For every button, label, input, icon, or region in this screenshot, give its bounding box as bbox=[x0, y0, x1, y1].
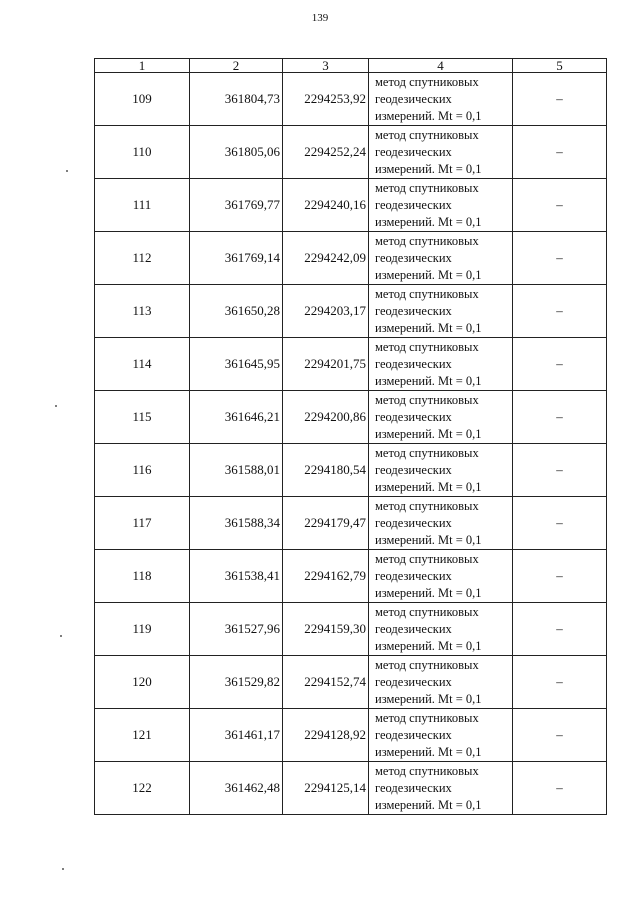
dash-mark: – bbox=[556, 144, 563, 159]
method-line: метод спутниковых bbox=[375, 710, 479, 725]
note-cell bbox=[513, 497, 607, 550]
method-line: измерений. Mt = 0,1 bbox=[375, 426, 482, 441]
method-line: измерений. Mt = 0,1 bbox=[375, 373, 482, 388]
method-line: геодезических bbox=[375, 303, 452, 318]
point-number-cell: 114 bbox=[95, 338, 190, 391]
note-cell bbox=[513, 232, 607, 285]
table-body bbox=[95, 73, 607, 815]
y-coordinate-cell: 2294159,30 bbox=[283, 603, 369, 656]
method-cell bbox=[369, 232, 513, 285]
y-coordinate-cell: 2294252,24 bbox=[283, 126, 369, 179]
x-coordinate-cell: 361527,96 bbox=[190, 603, 283, 656]
dash-mark: – bbox=[556, 91, 563, 106]
point-number-cell: 112 bbox=[95, 232, 190, 285]
method-line: метод спутниковых bbox=[375, 392, 479, 407]
table-row bbox=[95, 762, 607, 815]
method-line: метод спутниковых bbox=[375, 233, 479, 248]
header-col-2: 2 bbox=[190, 59, 283, 73]
method-line: геодезических bbox=[375, 409, 452, 424]
table-row bbox=[95, 656, 607, 709]
method-cell bbox=[369, 285, 513, 338]
method-line: метод спутниковых bbox=[375, 127, 479, 142]
header-col-5: 5 bbox=[513, 59, 607, 73]
method-line: измерений. Mt = 0,1 bbox=[375, 744, 482, 759]
table-row bbox=[95, 444, 607, 497]
dash-mark: – bbox=[556, 462, 563, 477]
method-line: геодезических bbox=[375, 674, 452, 689]
dash-mark: – bbox=[556, 727, 563, 742]
dash-mark: – bbox=[556, 303, 563, 318]
note-cell bbox=[513, 391, 607, 444]
dash-mark: – bbox=[556, 409, 563, 424]
method-line: измерений. Mt = 0,1 bbox=[375, 267, 482, 282]
y-coordinate-cell: 2294162,79 bbox=[283, 550, 369, 603]
point-number-cell: 120 bbox=[95, 656, 190, 709]
method-line: измерений. Mt = 0,1 bbox=[375, 638, 482, 653]
table-row bbox=[95, 73, 607, 126]
header-row bbox=[95, 59, 607, 73]
x-coordinate-cell: 361645,95 bbox=[190, 338, 283, 391]
y-coordinate-cell: 2294242,09 bbox=[283, 232, 369, 285]
point-number-cell: 110 bbox=[95, 126, 190, 179]
point-number-cell: 109 bbox=[95, 73, 190, 126]
x-coordinate-cell: 361769,14 bbox=[190, 232, 283, 285]
method-line: геодезических bbox=[375, 621, 452, 636]
note-cell bbox=[513, 762, 607, 815]
method-line: измерений. Mt = 0,1 bbox=[375, 585, 482, 600]
y-coordinate-cell: 2294180,54 bbox=[283, 444, 369, 497]
note-cell bbox=[513, 126, 607, 179]
x-coordinate-cell: 361538,41 bbox=[190, 550, 283, 603]
note-cell bbox=[513, 73, 607, 126]
table-row bbox=[95, 391, 607, 444]
method-line: измерений. Mt = 0,1 bbox=[375, 532, 482, 547]
x-coordinate-cell: 361588,34 bbox=[190, 497, 283, 550]
dash-mark: – bbox=[556, 621, 563, 636]
x-coordinate-cell: 361588,01 bbox=[190, 444, 283, 497]
method-line: геодезических bbox=[375, 780, 452, 795]
method-line: геодезических bbox=[375, 568, 452, 583]
y-coordinate-cell: 2294128,92 bbox=[283, 709, 369, 762]
note-cell bbox=[513, 656, 607, 709]
method-cell bbox=[369, 709, 513, 762]
dash-mark: – bbox=[556, 356, 563, 371]
y-coordinate-cell: 2294253,92 bbox=[283, 73, 369, 126]
method-cell bbox=[369, 126, 513, 179]
point-number-cell: 117 bbox=[95, 497, 190, 550]
x-coordinate-cell: 361461,17 bbox=[190, 709, 283, 762]
point-number-cell: 121 bbox=[95, 709, 190, 762]
method-line: метод спутниковых bbox=[375, 180, 479, 195]
table-row bbox=[95, 338, 607, 391]
method-cell bbox=[369, 762, 513, 815]
method-line: метод спутниковых bbox=[375, 445, 479, 460]
note-cell bbox=[513, 603, 607, 656]
method-cell bbox=[369, 179, 513, 232]
method-line: измерений. Mt = 0,1 bbox=[375, 479, 482, 494]
y-coordinate-cell: 2294179,47 bbox=[283, 497, 369, 550]
method-line: метод спутниковых bbox=[375, 604, 479, 619]
method-line: геодезических bbox=[375, 91, 452, 106]
table-row bbox=[95, 179, 607, 232]
note-cell bbox=[513, 550, 607, 603]
method-line: метод спутниковых bbox=[375, 657, 479, 672]
table-row bbox=[95, 285, 607, 338]
y-coordinate-cell: 2294203,17 bbox=[283, 285, 369, 338]
x-coordinate-cell: 361529,82 bbox=[190, 656, 283, 709]
note-cell bbox=[513, 709, 607, 762]
dash-mark: – bbox=[556, 780, 563, 795]
method-line: геодезических bbox=[375, 197, 452, 212]
scan-speck bbox=[60, 635, 62, 637]
dash-mark: – bbox=[556, 197, 563, 212]
method-cell bbox=[369, 73, 513, 126]
point-number-cell: 119 bbox=[95, 603, 190, 656]
method-line: измерений. Mt = 0,1 bbox=[375, 214, 482, 229]
x-coordinate-cell: 361646,21 bbox=[190, 391, 283, 444]
method-line: метод спутниковых bbox=[375, 498, 479, 513]
scan-speck bbox=[55, 405, 57, 407]
y-coordinate-cell: 2294240,16 bbox=[283, 179, 369, 232]
y-coordinate-cell: 2294201,75 bbox=[283, 338, 369, 391]
point-number-cell: 118 bbox=[95, 550, 190, 603]
method-line: метод спутниковых bbox=[375, 286, 479, 301]
point-number-cell: 116 bbox=[95, 444, 190, 497]
y-coordinate-cell: 2294152,74 bbox=[283, 656, 369, 709]
method-line: геодезических bbox=[375, 250, 452, 265]
table-row bbox=[95, 497, 607, 550]
x-coordinate-cell: 361650,28 bbox=[190, 285, 283, 338]
method-cell bbox=[369, 550, 513, 603]
page-number: 139 bbox=[311, 12, 329, 24]
method-line: геодезических bbox=[375, 515, 452, 530]
method-line: метод спутниковых bbox=[375, 763, 479, 778]
table-row bbox=[95, 550, 607, 603]
method-line: геодезических bbox=[375, 727, 452, 742]
header-col-1: 1 bbox=[95, 59, 190, 73]
method-cell bbox=[369, 497, 513, 550]
x-coordinate-cell: 361462,48 bbox=[190, 762, 283, 815]
point-number-cell: 113 bbox=[95, 285, 190, 338]
method-line: геодезических bbox=[375, 356, 452, 371]
method-line: измерений. Mt = 0,1 bbox=[375, 108, 482, 123]
method-cell bbox=[369, 656, 513, 709]
y-coordinate-cell: 2294125,14 bbox=[283, 762, 369, 815]
method-line: измерений. Mt = 0,1 bbox=[375, 320, 482, 335]
point-number-cell: 122 bbox=[95, 762, 190, 815]
header-col-4: 4 bbox=[369, 59, 513, 73]
method-line: измерений. Mt = 0,1 bbox=[375, 691, 482, 706]
method-line: метод спутниковых bbox=[375, 339, 479, 354]
method-line: метод спутниковых bbox=[375, 551, 479, 566]
dash-mark: – bbox=[556, 674, 563, 689]
method-cell bbox=[369, 338, 513, 391]
table-header bbox=[95, 59, 607, 73]
point-number-cell: 111 bbox=[95, 179, 190, 232]
point-number-cell: 115 bbox=[95, 391, 190, 444]
note-cell bbox=[513, 179, 607, 232]
coordinates-table bbox=[94, 58, 607, 815]
x-coordinate-cell: 361769,77 bbox=[190, 179, 283, 232]
header-col-3: 3 bbox=[283, 59, 369, 73]
method-cell bbox=[369, 603, 513, 656]
method-cell bbox=[369, 391, 513, 444]
x-coordinate-cell: 361805,06 bbox=[190, 126, 283, 179]
method-cell bbox=[369, 444, 513, 497]
scan-speck bbox=[66, 170, 68, 172]
dash-mark: – bbox=[556, 515, 563, 530]
x-coordinate-cell: 361804,73 bbox=[190, 73, 283, 126]
method-line: измерений. Mt = 0,1 bbox=[375, 161, 482, 176]
scan-speck bbox=[62, 868, 64, 870]
table-row bbox=[95, 126, 607, 179]
note-cell bbox=[513, 285, 607, 338]
method-line: метод спутниковых bbox=[375, 74, 479, 89]
dash-mark: – bbox=[556, 568, 563, 583]
table-row bbox=[95, 232, 607, 285]
dash-mark: – bbox=[556, 250, 563, 265]
table-row bbox=[95, 603, 607, 656]
table-row bbox=[95, 709, 607, 762]
y-coordinate-cell: 2294200,86 bbox=[283, 391, 369, 444]
method-line: геодезических bbox=[375, 462, 452, 477]
note-cell bbox=[513, 444, 607, 497]
note-cell bbox=[513, 338, 607, 391]
method-line: измерений. Mt = 0,1 bbox=[375, 797, 482, 812]
method-line: геодезических bbox=[375, 144, 452, 159]
